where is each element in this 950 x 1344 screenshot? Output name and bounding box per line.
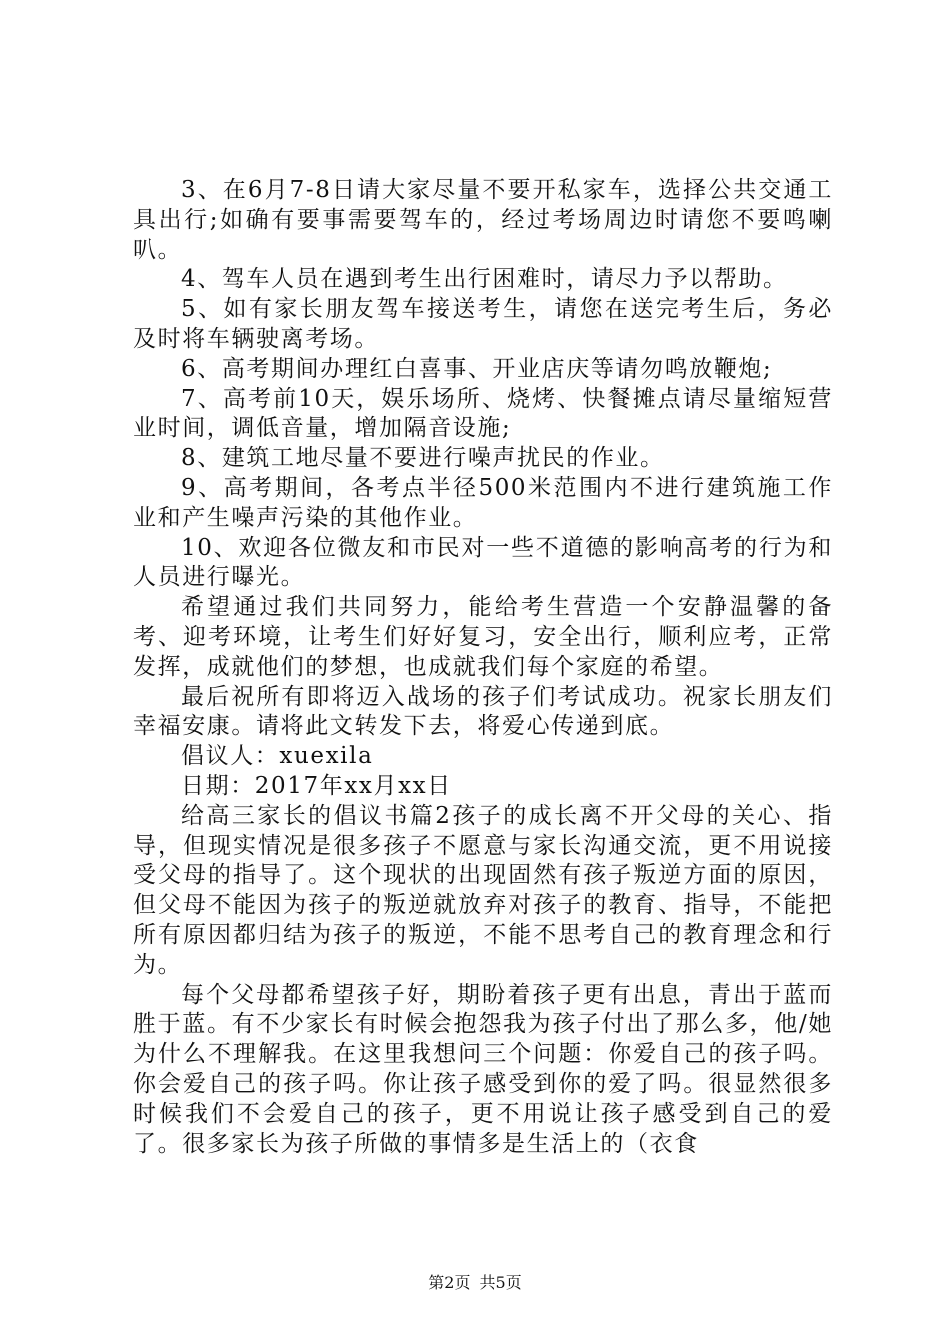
paragraph-item-5: 5、如有家长朋友驾车接送考生，请您在送完考生后，务必及时将车辆驶离考场。 [133, 296, 833, 352]
paragraph-item-3: 3、在6月7-8日请大家尽量不要开私家车，选择公共交通工具出行;如确有要事需要驾车的，经过考场周边时请您不要鸣喇叭。 [133, 177, 833, 263]
paragraph-item-8: 8、建筑工地尽量不要进行噪声扰民的作业。 [181, 445, 665, 472]
page-number: 第2页 [428, 1273, 471, 1292]
paragraph-article-2-intro: 给高三家长的倡议书篇2孩子的成长离不开父母的关心、指导，但现实情况是很多孩子不愿意与家长沟通交流，更不用说接受父母的指导了。这个现状的出现固然有孩子叛逆方面的原因，但父母不能因为孩子的叛逆就放弃对孩子的教育、指导，不能把所有原因都归结为孩子的叛逆，不能不思考自己的教育理念和行为。 [133, 802, 833, 978]
page-total: 共5页 [479, 1273, 522, 1292]
paragraph-hope: 希望通过我们共同努力，能给考生营造一个安静温馨的备考、迎考环境，让考生们好好复习，安全出行，顺利应考，正常发挥，成就他们的梦想，也成就我们每个家庭的希望。 [133, 594, 833, 680]
paragraph-item-7: 7、高考前10天，娱乐场所、烧烤、快餐摊点请尽量缩短营业时间，调低音量，增加隔音设施; [133, 385, 833, 442]
page-footer [0, 1273, 950, 1293]
paragraph-item-9: 9、高考期间，各考点半径500米范围内不进行建筑施工作业和产生噪声污染的其他作业。 [133, 474, 833, 531]
paragraph-article-2-body: 每个父母都希望孩子好，期盼着孩子更有出息，青出于蓝而胜于蓝。有不少家长有时候会抱怨我为孩子付出了那么多，他/她为什么不理解我。在这里我想问三个问题：你爱自己的孩子吗。你会爱自己的孩子吗。你让孩子感受到你的爱了吗。很显然很多时候我们不会爱自己的孩子，更不用说让孩子感受到自己的爱了。很多家长为孩子所做的事情多是生活上的（衣食 [133, 981, 833, 1157]
paragraph-item-6: 6、高考期间办理红白喜事、开业店庆等请勿鸣放鞭炮; [181, 355, 773, 382]
document-body [133, 176, 833, 1159]
signature-initiator: 倡议人：xuexila [181, 743, 374, 770]
paragraph-blessing: 最后祝所有即将迈入战场的孩子们考试成功。祝家长朋友们幸福安康。请将此文转发下去，将爱心传递到底。 [133, 683, 833, 740]
paragraph-item-10: 10、欢迎各位微友和市民对一些不道德的影响高考的行为和人员进行曝光。 [133, 534, 833, 591]
signature-date: 日期：2017年xx月xx日 [181, 772, 452, 799]
paragraph-item-4: 4、驾车人员在遇到考生出行困难时，请尽力予以帮助。 [181, 266, 788, 293]
